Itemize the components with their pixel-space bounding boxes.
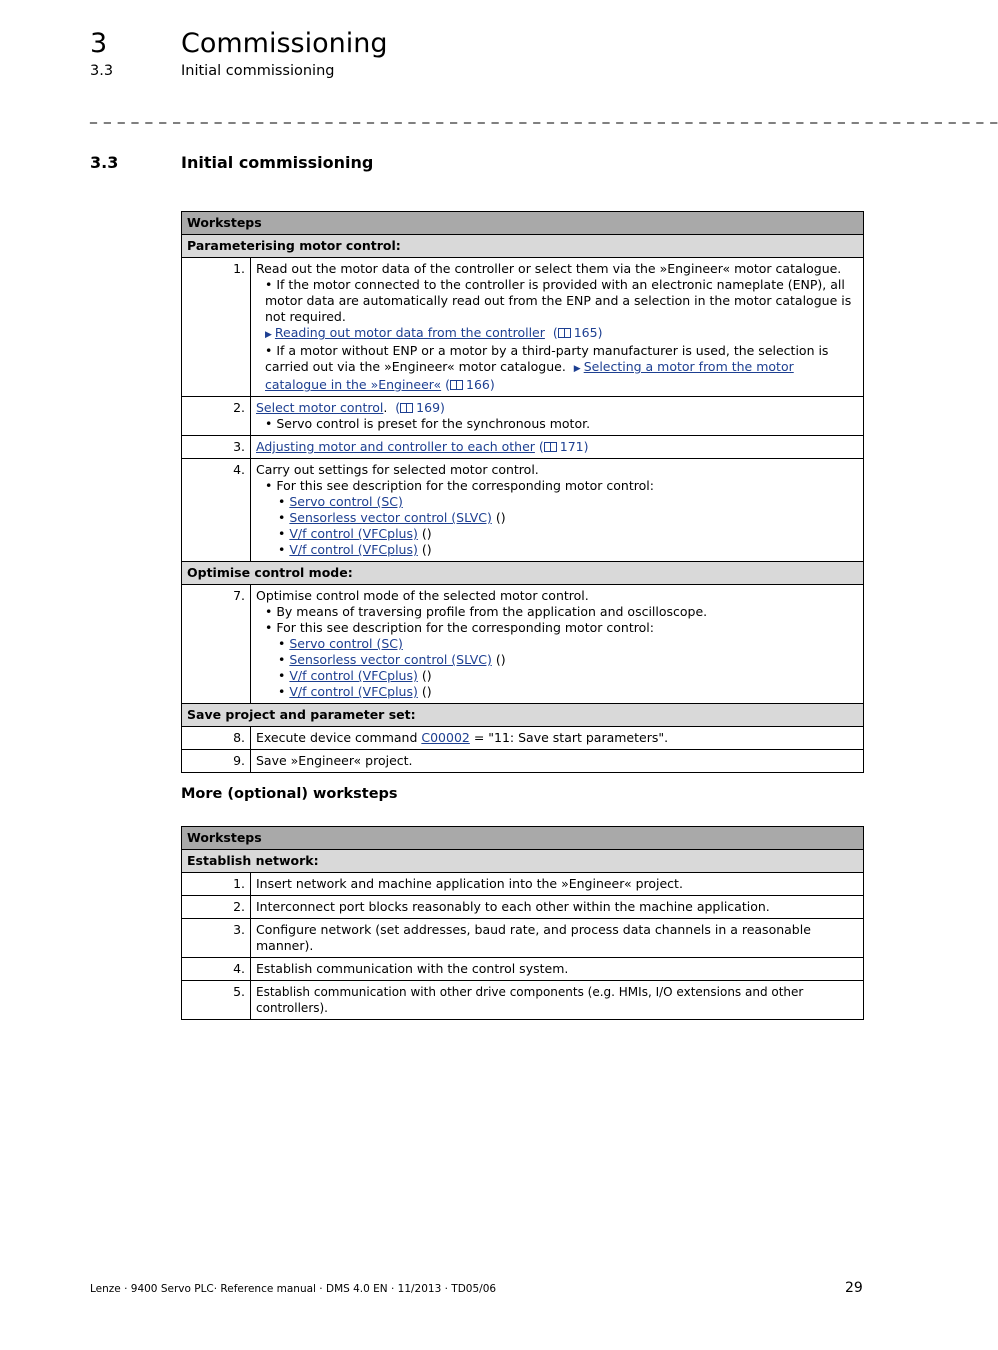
link-select-motor-catalogue[interactable]: Selecting a motor from the motor catalogue in the »Engineer« bbox=[265, 359, 794, 392]
section-row: Parameterising motor control: bbox=[182, 235, 864, 258]
link-read-motor-data[interactable]: Reading out motor data from the controller bbox=[274, 325, 545, 340]
book-icon bbox=[544, 442, 557, 452]
chapter-title: Commissioning bbox=[181, 28, 388, 59]
table-row: 4. Carry out settings for selected motor control. • For this see description for the corresponding motor control: • Servo control (SC) • Sensorless vector control (SLVC) () • V/f control (VFCplus) () • V/f control (VFCplus) () bbox=[182, 459, 864, 562]
step-text: Read out the motor data of the controller or select them via the »Engineer« motor catalogue. bbox=[256, 261, 842, 276]
table-header: Worksteps bbox=[182, 212, 864, 235]
link-vfc[interactable]: V/f control (VFCplus) bbox=[289, 684, 418, 699]
table-row: 1. Insert network and machine application into the »Engineer« project. bbox=[182, 873, 864, 896]
section-row: Optimise control mode: bbox=[182, 562, 864, 585]
book-icon bbox=[558, 328, 571, 338]
section-row: Save project and parameter set: bbox=[182, 704, 864, 727]
header-divider: _ _ _ _ _ _ _ _ _ _ _ _ _ _ _ _ _ _ _ _ _ _ _ _ _ _ _ _ _ _ _ _ _ _ _ _ _ _ _ _ _ _ _ _ _ _ _ _ _ _ _ _ _ _ _ _ _ _ _ _ _ _ _ _ _ _ bbox=[90, 108, 998, 124]
link-c00002[interactable]: C00002 bbox=[421, 730, 470, 745]
link-slvc[interactable]: Sensorless vector control (SLVC) bbox=[289, 652, 492, 667]
table-header: Worksteps bbox=[182, 827, 864, 850]
table-row: 5. Establish communication with other drive components (e.g. HMIs, I/O extensions and other controllers). bbox=[182, 981, 864, 1020]
table-row: 3. Adjusting motor and controller to each other ( 171) bbox=[182, 436, 864, 459]
worksteps-table bbox=[181, 211, 864, 773]
section-title: Initial commissioning bbox=[181, 63, 335, 79]
link-adjust-motor-controller[interactable]: Adjusting motor and controller to each other bbox=[256, 439, 535, 454]
table-row: 7. Optimise control mode of the selected motor control. • By means of traversing profile from the application and oscilloscope. • For this see description for the corresponding motor control: • Servo control (SC) • Sensorless vector control (SLVC) () • V/f control (VFCplus) () • V/f control (VFCplus) () bbox=[182, 585, 864, 704]
table-row: 2. Interconnect port blocks reasonably to each other within the machine application. bbox=[182, 896, 864, 919]
book-icon bbox=[450, 380, 463, 390]
arrow-icon: ▶ bbox=[573, 364, 581, 374]
table-row: 4. Establish communication with the control system. bbox=[182, 958, 864, 981]
section-number: 3.3 bbox=[90, 63, 114, 79]
heading-number: 3.3 bbox=[90, 153, 119, 172]
more-worksteps-heading: More (optional) worksteps bbox=[181, 786, 398, 802]
table-row: 3. Configure network (set addresses, baud rate, and process data channels in a reasonable manner). bbox=[182, 919, 864, 958]
link-slvc[interactable]: Sensorless vector control (SLVC) bbox=[289, 510, 492, 525]
table-row: 2. Select motor control. ( 169) • Servo control is preset for the synchronous motor. bbox=[182, 397, 864, 436]
section-row: Establish network: bbox=[182, 850, 864, 873]
link-select-motor-control[interactable]: Select motor control bbox=[256, 400, 384, 415]
book-icon bbox=[400, 403, 413, 413]
footer-text: Lenze · 9400 Servo PLC· Reference manual · DMS 4.0 EN · 11/2013 · TD05/06 bbox=[90, 1283, 497, 1295]
link-servo-control[interactable]: Servo control (SC) bbox=[289, 636, 403, 651]
heading-title: Initial commissioning bbox=[181, 153, 374, 172]
table-row: 9. Save »Engineer« project. bbox=[182, 750, 864, 773]
chapter-number: 3 bbox=[90, 28, 108, 59]
arrow-icon: ▶ bbox=[265, 330, 272, 340]
link-vfc[interactable]: V/f control (VFCplus) bbox=[289, 542, 418, 557]
table-row: 1. Read out the motor data of the controller or select them via the »Engineer« motor catalogue. • If the motor connected to the controller is provided with an electronic nameplate (ENP), all motor data are automatically read out from the ENP and a selection in the motor catalogue is not required. ▶ Reading out motor data from the controller ( 165) • If a motor without ENP or a motor by a third-party manufacturer is used, the selection is carried out via the »Engineer« motor catalogue. ▶ Selecting a motor from the motor catalogue in the »Engineer« ( 166) bbox=[182, 258, 864, 397]
link-vfc[interactable]: V/f control (VFCplus) bbox=[289, 668, 418, 683]
optional-worksteps-table bbox=[181, 826, 864, 1020]
table-row: 8. Execute device command C00002 = "11: Save start parameters". bbox=[182, 727, 864, 750]
page-number: 29 bbox=[845, 1280, 863, 1296]
link-vfc[interactable]: V/f control (VFCplus) bbox=[289, 526, 418, 541]
link-servo-control[interactable]: Servo control (SC) bbox=[289, 494, 403, 509]
